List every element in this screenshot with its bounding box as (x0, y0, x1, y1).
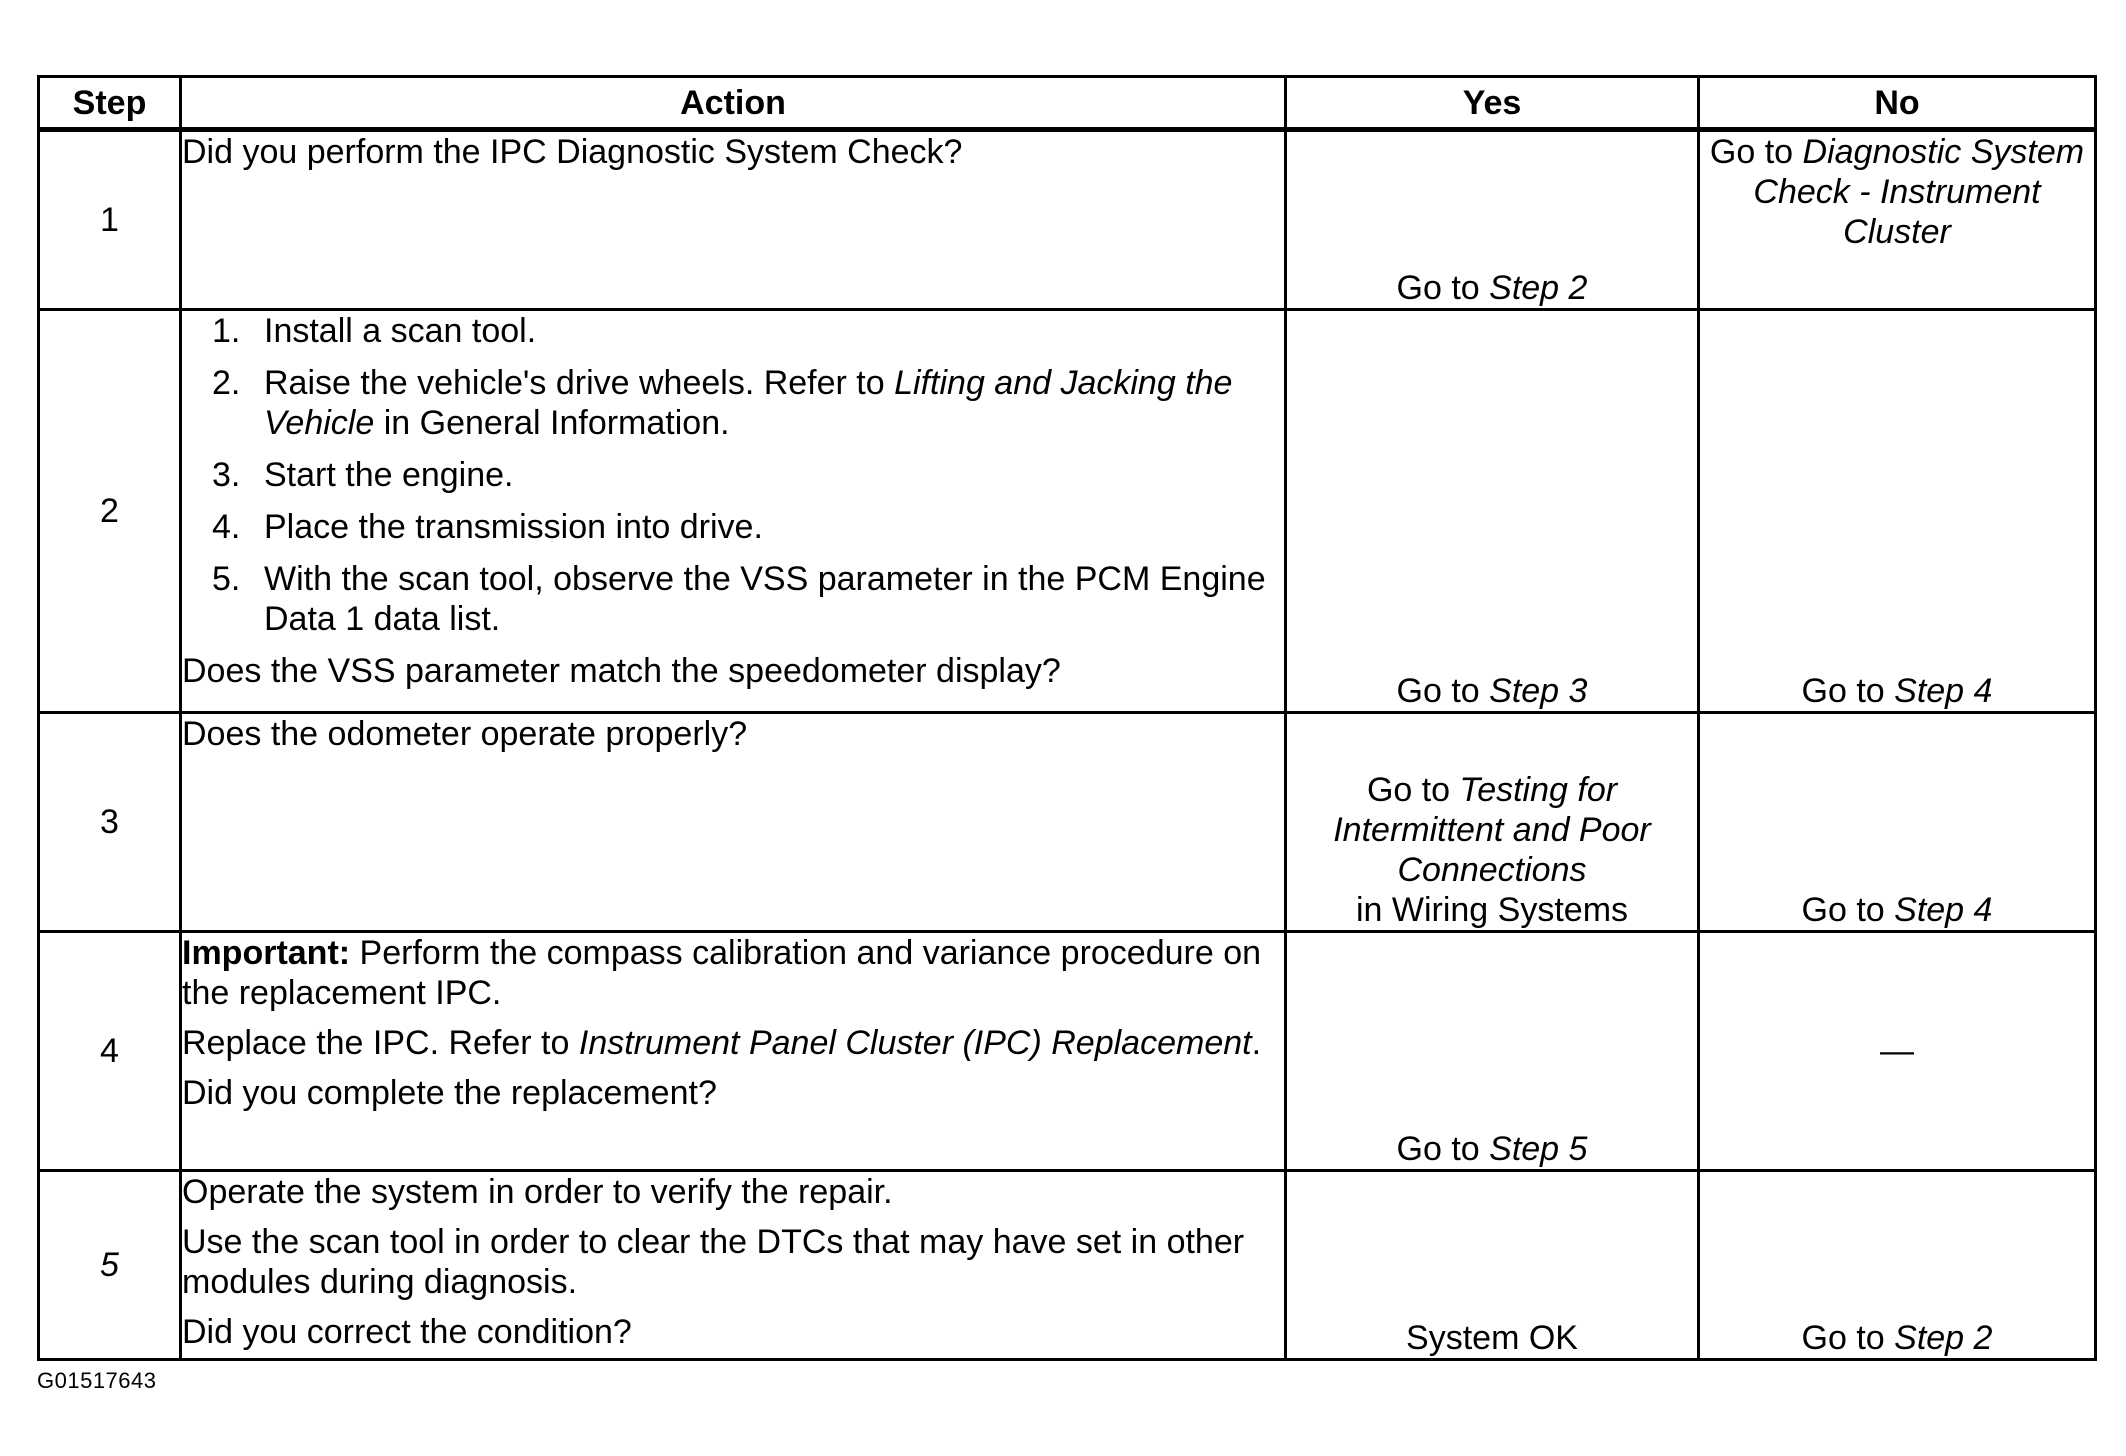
table-row (39, 713, 2096, 932)
action-cell (181, 713, 1286, 932)
important-note (182, 933, 1284, 1013)
list-item-number: 2. (212, 364, 241, 402)
header-yes: Yes (1286, 77, 1699, 130)
yes-step-link[interactable]: Step 5 (1489, 1130, 1588, 1168)
yes-result: System OK (1406, 1319, 1578, 1357)
diagnostic-table (37, 75, 2097, 1361)
yes-step-link[interactable]: Step 2 (1489, 269, 1588, 307)
procedure-list (182, 311, 1284, 639)
no-dash: — (1880, 1032, 1914, 1070)
list-item-text: Start the engine. (264, 456, 514, 494)
table-row (39, 130, 2096, 310)
list-item (182, 455, 1284, 495)
action-question: Did you complete the replacement? (182, 1074, 717, 1112)
action-question: Does the odometer operate properly? (182, 715, 748, 753)
yes-suffix: in Wiring Systems (1355, 891, 1629, 929)
step-number: 2 (39, 310, 181, 713)
no-step-link[interactable]: Step 4 (1894, 672, 1993, 710)
list-item (182, 311, 1284, 351)
important-label: Important: (182, 934, 351, 972)
yes-prefix: Go to (1396, 1130, 1490, 1168)
table-row (39, 310, 2096, 713)
action-instruction: Operate the system in order to verify the repair. (182, 1173, 893, 1211)
action-cell (181, 310, 1286, 713)
no-cell (1699, 1171, 2096, 1360)
action-cell (181, 1171, 1286, 1360)
yes-prefix: Go to (1396, 672, 1490, 710)
yes-step-link[interactable]: Step 3 (1489, 672, 1588, 710)
list-item-number: 3. (212, 456, 241, 494)
action-cell (181, 932, 1286, 1171)
list-item-text: Install a scan tool. (264, 312, 537, 350)
no-step-link[interactable]: Step 4 (1894, 891, 1993, 929)
header-step: Step (39, 77, 181, 130)
action-question: Did you correct the condition? (182, 1313, 632, 1351)
action-question: Did you perform the IPC Diagnostic System Check? (182, 133, 963, 171)
no-prefix: Go to (1801, 1319, 1895, 1357)
no-reference-link[interactable]: Diagnostic System Check - Instrument Cluster (1753, 133, 2085, 251)
table-row (39, 932, 2096, 1171)
important-text: Perform the compass calibration and variance procedure on the replacement IPC. (182, 934, 1262, 1012)
action-instruction: Use the scan tool in order to clear the DTCs that may have set in other modules during diagnosis. (182, 1223, 1245, 1301)
header-action: Action (181, 77, 1286, 130)
no-prefix: Go to (1801, 891, 1895, 929)
list-item-text: in General Information. (374, 404, 730, 442)
no-step-link[interactable]: Step 2 (1894, 1319, 1993, 1357)
action-question: Does the VSS parameter match the speedometer display? (182, 652, 1061, 690)
action-cell (181, 130, 1286, 310)
instruction-text: . (1251, 1024, 1262, 1062)
list-item (182, 559, 1284, 639)
no-prefix: Go to (1709, 133, 1803, 171)
list-item (182, 363, 1284, 443)
yes-prefix: Go to (1366, 771, 1460, 809)
reference-link[interactable]: Lifting and Jacking the Vehicle (264, 364, 1233, 442)
no-prefix: Go to (1801, 672, 1895, 710)
list-item-number: 4. (212, 508, 241, 546)
no-cell (1699, 310, 2096, 713)
list-item-number: 1. (212, 312, 241, 350)
step-number: 3 (39, 713, 181, 932)
header-no: No (1699, 77, 2096, 130)
list-item-text: Raise the vehicle's drive wheels. Refer to (264, 364, 895, 402)
list-item-text: Place the transmission into drive. (264, 508, 763, 546)
instruction-text: Replace the IPC. Refer to (182, 1024, 579, 1062)
step-number: 4 (39, 932, 181, 1171)
yes-prefix: Go to (1396, 269, 1490, 307)
figure-id: G01517643 (37, 1368, 157, 1393)
list-item (182, 507, 1284, 547)
no-cell (1699, 130, 2096, 310)
no-cell (1699, 932, 2096, 1171)
yes-cell (1286, 1171, 1699, 1360)
action-instruction (182, 1023, 1284, 1063)
step-number: 5 (39, 1171, 181, 1360)
table-row (39, 1171, 2096, 1360)
no-cell (1699, 713, 2096, 932)
yes-cell (1286, 130, 1699, 310)
list-item-text: With the scan tool, observe the VSS parameter in the PCM Engine Data 1 data list. (264, 560, 1266, 638)
yes-cell (1286, 310, 1699, 713)
yes-reference-link[interactable]: Testing for Intermittent and Poor Connections (1333, 771, 1651, 889)
step-number: 1 (39, 130, 181, 310)
yes-cell (1286, 713, 1699, 932)
header-row (39, 77, 2096, 130)
list-item-number: 5. (212, 560, 241, 598)
reference-link[interactable]: Instrument Panel Cluster (IPC) Replacement (578, 1024, 1252, 1062)
yes-cell (1286, 932, 1699, 1171)
